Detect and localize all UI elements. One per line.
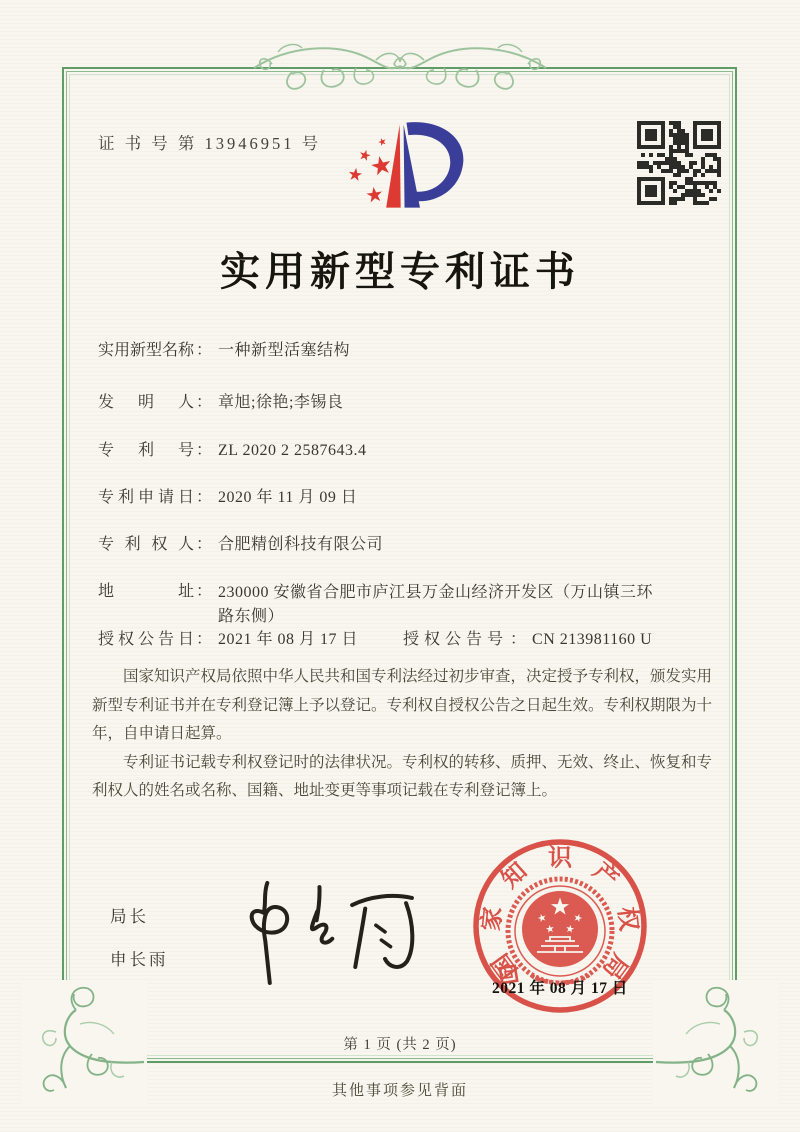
field-colon: ： xyxy=(196,536,213,553)
field-colon: ： xyxy=(196,583,213,600)
svg-text:权: 权 xyxy=(612,905,642,933)
field-row-patentee xyxy=(98,534,383,556)
qr-code xyxy=(637,121,721,205)
svg-text:知: 知 xyxy=(497,858,533,894)
field-value: ZL 2020 2 2587643.4 xyxy=(218,442,367,459)
grant-number-group xyxy=(403,629,652,651)
seal-date: 2021 年 08 月 17 日 xyxy=(492,980,628,997)
grant-number-label: 授权公告号 xyxy=(403,631,509,648)
field-colon: ： xyxy=(196,489,213,506)
field-label: 专利号 xyxy=(98,442,194,459)
field-value: 合肥精创科技有限公司 xyxy=(218,536,384,553)
field-colon: ： xyxy=(196,442,213,459)
field-label: 专利申请日 xyxy=(98,489,194,506)
svg-text:国: 国 xyxy=(487,948,523,984)
certificate-number: 证 书 号 第 13946951 号 xyxy=(98,134,322,153)
svg-text:家: 家 xyxy=(478,905,508,933)
svg-text:局: 局 xyxy=(597,948,633,984)
field-colon: ： xyxy=(196,631,213,648)
field-label: 发明人 xyxy=(98,394,194,411)
director-signature xyxy=(225,875,430,987)
field-value: 章旭;徐艳;李锡良 xyxy=(218,394,344,411)
field-label: 实用新型名称 xyxy=(98,342,195,359)
grant-date-value: 2021 年 08 月 17 日 xyxy=(218,631,359,648)
grant-number-value: CN 213981160 U xyxy=(532,631,653,648)
field-row-grant xyxy=(98,629,653,651)
body-paragraph: 国家知识产权局依照中华人民共和国专利法经过初步审查，决定授予专利权，颁发实用新型专利证书并在专利登记簿上予以登记。专利权自授权公告之日起生效。专利权期限为十年，自申请日起算。 xyxy=(92,668,713,743)
field-value: 一种新型活塞结构 xyxy=(218,342,351,359)
director-name: 申长雨 xyxy=(110,950,169,969)
seal-emblem xyxy=(508,879,612,983)
page-number: 第 1 页 (共 2 页) xyxy=(343,1037,457,1053)
legal-text-section xyxy=(92,663,724,806)
field-label: 专利权人 xyxy=(98,536,194,553)
top-dragon-ornament xyxy=(248,34,552,98)
back-note: 其他事项参见背面 xyxy=(331,1083,468,1099)
grant-date-label: 授权公告日 xyxy=(98,631,194,648)
field-colon: ： xyxy=(510,631,527,648)
certificate-title: 实用新型专利证书 xyxy=(220,249,580,294)
director-title: 局长 xyxy=(110,907,149,926)
field-row-inventors xyxy=(98,392,343,414)
field-value: 2020 年 11 月 09 日 xyxy=(218,489,358,506)
field-colon: ： xyxy=(196,394,213,411)
field-colon: ： xyxy=(196,342,213,359)
cnipa-logo-icon xyxy=(333,110,478,228)
field-row-patent-number xyxy=(98,440,366,462)
field-label: 地址 xyxy=(98,583,194,600)
svg-text:产: 产 xyxy=(587,858,623,894)
field-row-filing-date xyxy=(98,487,357,509)
field-row-address xyxy=(98,581,654,629)
body-paragraph: 专利证书记载专利权登记时的法律状况。专利权的转移、质押、无效、终止、恢复和专利权人的姓名或名称、国籍、地址变更等事项记载在专利登记簿上。 xyxy=(92,753,713,800)
svg-text:识: 识 xyxy=(548,845,572,872)
field-row-name xyxy=(98,340,350,362)
field-value: 230000 安徽省合肥市庐江县万金山经济开发区（万山镇三环路东侧） xyxy=(218,584,654,625)
